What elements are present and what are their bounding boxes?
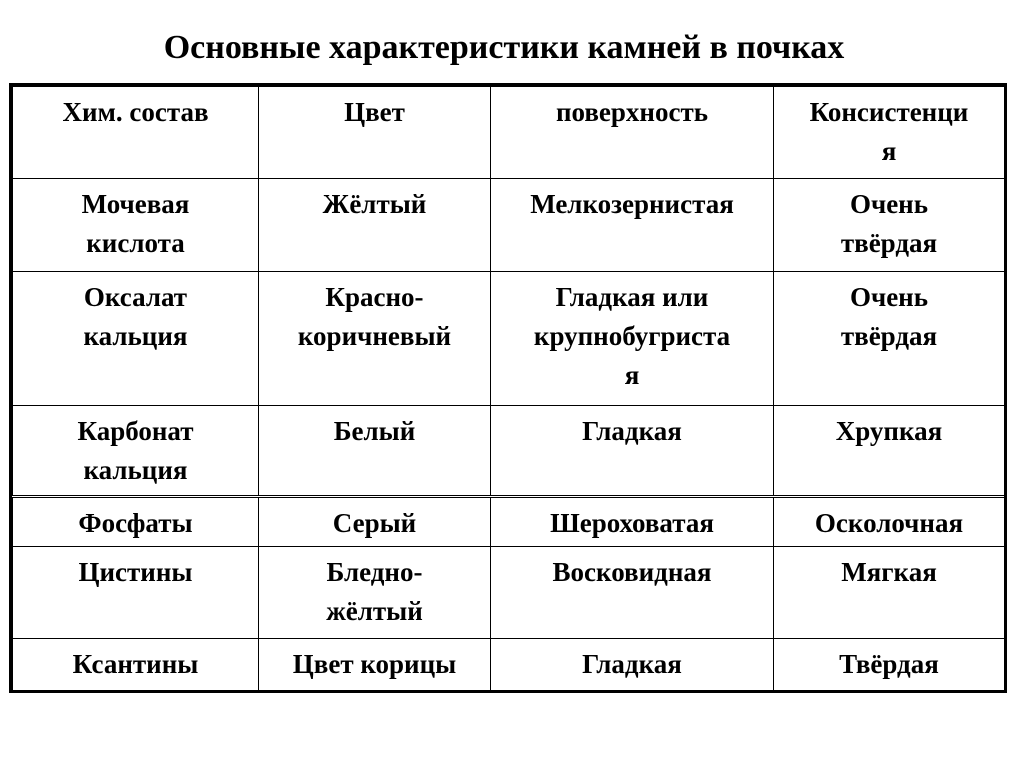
- header-color: Цвет: [259, 87, 491, 179]
- cell-consistency: Мягкая: [774, 547, 1005, 639]
- cell-surface: Гладкая: [491, 406, 774, 497]
- cell-consistency: Осколочная: [774, 497, 1005, 547]
- cell-surface: Гладкая: [491, 639, 774, 692]
- table-row: [13, 497, 1005, 547]
- cell-surface: Мелкозернистая: [491, 179, 774, 272]
- cell-consistency: Очень твёрдая: [774, 179, 1005, 272]
- stones-table: [9, 83, 1007, 693]
- cell-surface: Шероховатая: [491, 497, 774, 547]
- cell-composition: Цистины: [13, 547, 259, 639]
- cell-color: Жёлтый: [259, 179, 491, 272]
- cell-composition: Ксантины: [13, 639, 259, 692]
- table-row: [13, 547, 1005, 639]
- cell-consistency: Очень твёрдая: [774, 272, 1005, 406]
- cell-color: Белый: [259, 406, 491, 497]
- header-surface: поверхность: [491, 87, 774, 179]
- cell-consistency: Хрупкая: [774, 406, 1005, 497]
- cell-color: Цвет корицы: [259, 639, 491, 692]
- header-composition: Хим. состав: [13, 87, 259, 179]
- table-row: [13, 406, 1005, 497]
- table-row: [13, 272, 1005, 406]
- cell-composition: Мочевая кислота: [13, 179, 259, 272]
- table-header-row: [13, 87, 1005, 179]
- cell-consistency: Твёрдая: [774, 639, 1005, 692]
- page-title: Основные характеристики камней в почках: [163, 29, 845, 66]
- cell-color: Красно- коричневый: [259, 272, 491, 406]
- cell-color: Бледно- жёлтый: [259, 547, 491, 639]
- table-row: [13, 639, 1005, 692]
- cell-composition: Фосфаты: [13, 497, 259, 547]
- cell-composition: Оксалат кальция: [13, 272, 259, 406]
- header-consistency: Консистенци я: [774, 87, 1005, 179]
- cell-composition: Карбонат кальция: [13, 406, 259, 497]
- table-row: [13, 179, 1005, 272]
- cell-surface: Гладкая или крупнобугриста я: [491, 272, 774, 406]
- characteristics-table: [12, 86, 1005, 692]
- cell-surface: Восковидная: [491, 547, 774, 639]
- cell-color: Серый: [259, 497, 491, 547]
